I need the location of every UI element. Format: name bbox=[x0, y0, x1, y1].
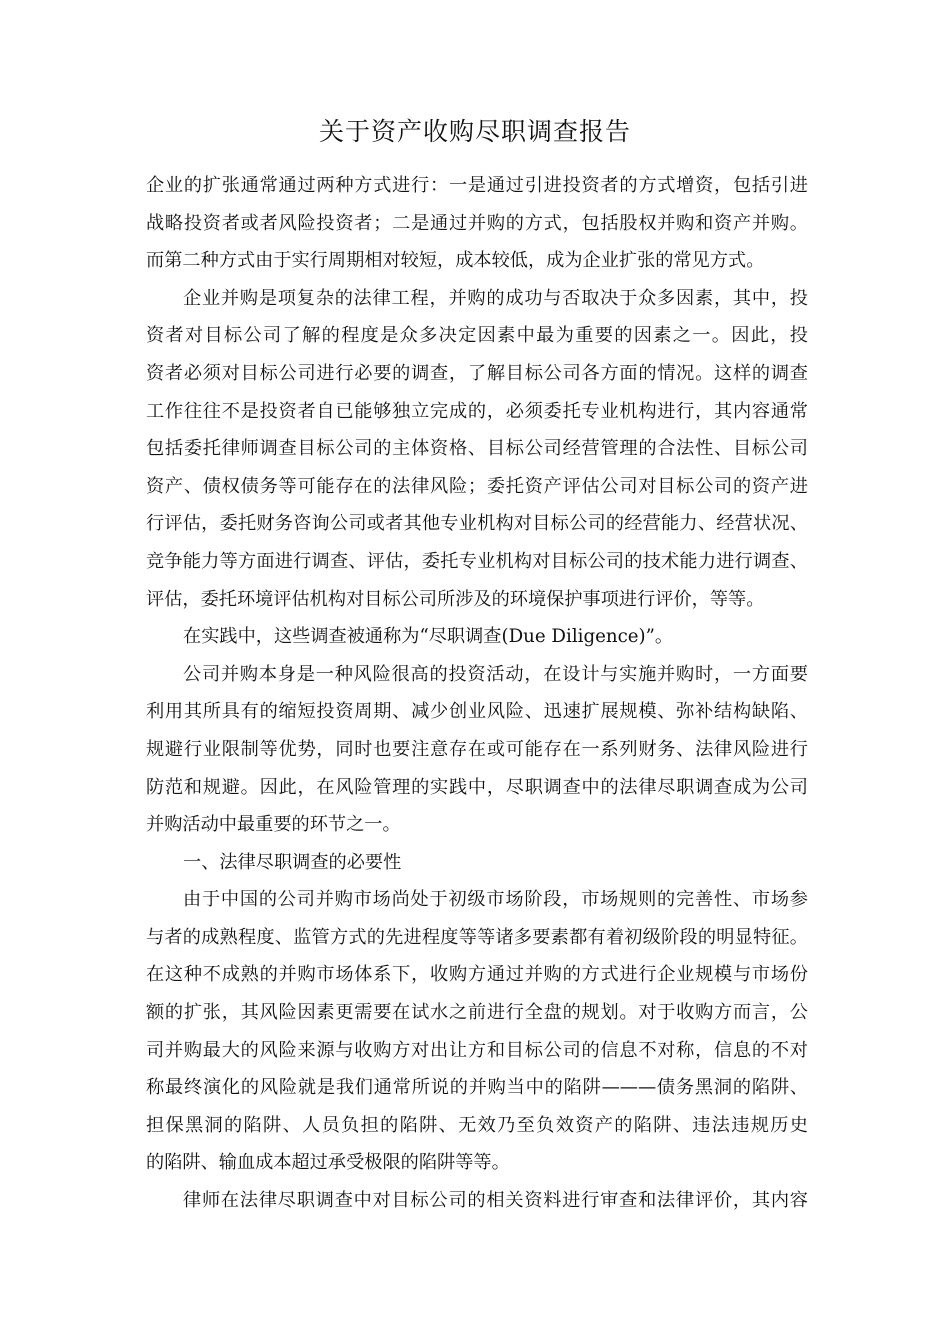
text-line: 担保黑洞的陷阱、人员负担的陷阱、无效乃至负效资产的陷阱、违法违规历史 bbox=[146, 1114, 808, 1136]
text-line: 包括委托律师调查目标公司的主体资格、目标公司经营管理的合法性、目标公司 bbox=[146, 438, 808, 460]
text-line: 利用其所具有的缩短投资周期、减少创业风险、迅速扩展规模、弥补结构缺陷、 bbox=[146, 701, 808, 723]
text-line: 额的扩张，其风险因素更需要在试水之前进行全盘的规划。对于收购方而言，公 bbox=[146, 1002, 808, 1024]
text-line: 称最终演化的风险就是我们通常所说的并购当中的陷阱———债务黑洞的陷阱、 bbox=[146, 1077, 808, 1099]
text-line: 并购活动中最重要的环节之一。 bbox=[146, 814, 401, 836]
text-line: 而第二种方式由于实行周期相对较短，成本较低，成为企业扩张的常见方式。 bbox=[146, 250, 765, 272]
text-line: 竞争能力等方面进行调查、评估，委托专业机构对目标公司的技术能力进行调查、 bbox=[146, 550, 808, 572]
section-heading: 一、法律尽职调查的必要性 bbox=[183, 851, 402, 873]
text-line: 资者对目标公司了解的程度是众多决定因素中最为重要的因素之一。因此，投 bbox=[146, 325, 808, 347]
text-line: 资产、债权债务等可能存在的法律风险；委托资产评估公司对目标公司的资产进 bbox=[146, 475, 808, 497]
text-line: 与者的成熟程度、监管方式的先进程度等等诸多要素都有着初级阶段的明显特征。 bbox=[146, 926, 808, 948]
text-line: 规避行业限制等优势，同时也要注意存在或可能存在一系列财务、法律风险进行 bbox=[146, 738, 808, 760]
text-line: 评估，委托环境评估机构对目标公司所涉及的环境保护事项进行评价，等等。 bbox=[146, 588, 765, 610]
document-title: 关于资产收购尽职调查报告 bbox=[318, 117, 631, 146]
text-line: 在这种不成熟的并购市场体系下，收购方通过并购的方式进行企业规模与市场份 bbox=[146, 964, 808, 986]
text-line: 司并购最大的风险来源与收购方对出让方和目标公司的信息不对称，信息的不对 bbox=[146, 1039, 808, 1061]
text-line: 行评估，委托财务咨询公司或者其他专业机构对目标公司的经营能力、经营状况、 bbox=[146, 513, 808, 535]
text-line: 战略投资者或者风险投资者；二是通过并购的方式，包括股权并购和资产并购。 bbox=[146, 212, 808, 234]
text-line: 的陷阱、输血成本超过承受极限的陷阱等等。 bbox=[146, 1152, 510, 1174]
text-line: 企业并购是项复杂的法律工程，并购的成功与否取决于众多因素，其中，投 bbox=[183, 287, 808, 309]
text-line: 工作往往不是投资者自已能够独立完成的，必须委托专业机构进行，其内容通常 bbox=[146, 400, 808, 422]
text-line: 律师在法律尽职调查中对目标公司的相关资料进行审查和法律评价，其内容 bbox=[183, 1190, 808, 1212]
text-line: 公司并购本身是一种风险很高的投资活动，在设计与实施并购时，一方面要 bbox=[183, 663, 808, 685]
document-body bbox=[146, 167, 808, 1220]
text-line: 企业的扩张通常通过两种方式进行：一是通过引进投资者的方式增资，包括引进 bbox=[146, 175, 808, 196]
text-line: 资者必须对目标公司进行必要的调查，了解目标公司各方面的情况。这样的调查 bbox=[146, 362, 808, 384]
text-line: 由于中国的公司并购市场尚处于初级市场阶段，市场规则的完善性、市场参 bbox=[183, 889, 808, 911]
text-line: 在实践中，这些调查被通称为“尽职调查(Due Diligence)”。 bbox=[183, 626, 674, 648]
text-line: 防范和规避。因此，在风险管理的实践中，尽职调查中的法律尽职调查成为公司 bbox=[146, 776, 808, 798]
